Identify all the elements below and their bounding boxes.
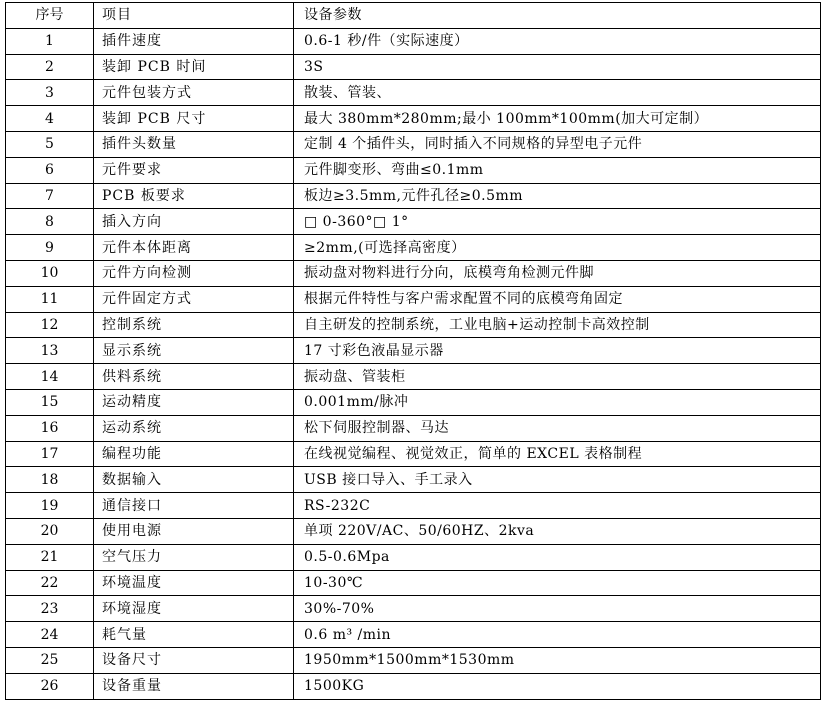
table-row xyxy=(6,544,821,570)
row-item: 元件包装方式 xyxy=(94,80,294,106)
table-row xyxy=(6,415,821,441)
row-item: 耗气量 xyxy=(94,622,294,648)
row-no: 25 xyxy=(6,647,94,673)
spec-table xyxy=(5,2,821,700)
row-item: 插入方向 xyxy=(94,209,294,235)
row-item: 环境湿度 xyxy=(94,596,294,622)
row-item: 使用电源 xyxy=(94,518,294,544)
table-row xyxy=(6,338,821,364)
row-param: 17 寸彩色液晶显示器 xyxy=(294,338,821,364)
row-param: 0.6 m³ /min xyxy=(294,622,821,648)
row-param: 0.001mm/脉冲 xyxy=(294,389,821,415)
row-no: 19 xyxy=(6,493,94,519)
table-row xyxy=(6,596,821,622)
row-param: 1500KG xyxy=(294,673,821,699)
table-row xyxy=(6,106,821,132)
row-param: 10-30℃ xyxy=(294,570,821,596)
row-item: PCB 板要求 xyxy=(94,183,294,209)
row-item: 设备尺寸 xyxy=(94,647,294,673)
table-row xyxy=(6,647,821,673)
row-param: 0.6-1 秒/件（实际速度） xyxy=(294,28,821,54)
row-no: 2 xyxy=(6,54,94,80)
row-param: 元件脚变形、弯曲≤0.1mm xyxy=(294,157,821,183)
row-item: 环境温度 xyxy=(94,570,294,596)
row-no: 23 xyxy=(6,596,94,622)
row-param: 散装、管装、 xyxy=(294,80,821,106)
row-no: 16 xyxy=(6,415,94,441)
table-row xyxy=(6,312,821,338)
row-no: 15 xyxy=(6,389,94,415)
header-no: 序号 xyxy=(6,3,94,29)
row-no: 1 xyxy=(6,28,94,54)
row-no: 12 xyxy=(6,312,94,338)
table-row xyxy=(6,570,821,596)
row-item: 供料系统 xyxy=(94,364,294,390)
row-param: 振动盘对物料进行分向，底模弯角检测元件脚 xyxy=(294,260,821,286)
row-param: 根据元件特性与客户需求配置不同的底模弯角固定 xyxy=(294,286,821,312)
table-row xyxy=(6,260,821,286)
row-no: 22 xyxy=(6,570,94,596)
row-param: 1950mm*1500mm*1530mm xyxy=(294,647,821,673)
row-no: 21 xyxy=(6,544,94,570)
table-row xyxy=(6,622,821,648)
row-param: 在线视觉编程、视觉效正，简单的 EXCEL 表格制程 xyxy=(294,441,821,467)
row-no: 4 xyxy=(6,106,94,132)
table-row xyxy=(6,518,821,544)
row-no: 9 xyxy=(6,235,94,261)
row-param: 单项 220V/AC、50/60HZ、2kva xyxy=(294,518,821,544)
row-param: 板边≥3.5mm,元件孔径≥0.5mm xyxy=(294,183,821,209)
row-param: 0.5-0.6Mpa xyxy=(294,544,821,570)
row-param: 3S xyxy=(294,54,821,80)
row-item: 空气压力 xyxy=(94,544,294,570)
row-item: 装卸 PCB 尺寸 xyxy=(94,106,294,132)
row-item: 元件要求 xyxy=(94,157,294,183)
table-row xyxy=(6,364,821,390)
table-row xyxy=(6,441,821,467)
row-item: 运动精度 xyxy=(94,389,294,415)
row-param: 30%-70% xyxy=(294,596,821,622)
table-row xyxy=(6,467,821,493)
row-no: 7 xyxy=(6,183,94,209)
row-param: 振动盘、管装柜 xyxy=(294,364,821,390)
row-item: 数据输入 xyxy=(94,467,294,493)
row-no: 14 xyxy=(6,364,94,390)
row-item: 编程功能 xyxy=(94,441,294,467)
header-param: 设备参数 xyxy=(294,3,821,29)
row-no: 10 xyxy=(6,260,94,286)
table-row xyxy=(6,493,821,519)
table-row xyxy=(6,80,821,106)
row-param: 定制 4 个插件头，同时插入不同规格的异型电子元件 xyxy=(294,131,821,157)
row-no: 11 xyxy=(6,286,94,312)
table-row xyxy=(6,54,821,80)
table-row xyxy=(6,157,821,183)
table-row xyxy=(6,28,821,54)
row-no: 8 xyxy=(6,209,94,235)
row-no: 17 xyxy=(6,441,94,467)
table-row xyxy=(6,286,821,312)
row-item: 显示系统 xyxy=(94,338,294,364)
row-item: 装卸 PCB 时间 xyxy=(94,54,294,80)
row-param: RS-232C xyxy=(294,493,821,519)
row-no: 24 xyxy=(6,622,94,648)
table-row xyxy=(6,235,821,261)
row-no: 3 xyxy=(6,80,94,106)
table-row xyxy=(6,183,821,209)
row-item: 元件本体距离 xyxy=(94,235,294,261)
header-item: 项目 xyxy=(94,3,294,29)
table-row xyxy=(6,131,821,157)
table-row xyxy=(6,209,821,235)
row-no: 18 xyxy=(6,467,94,493)
row-item: 插件速度 xyxy=(94,28,294,54)
row-item: 插件头数量 xyxy=(94,131,294,157)
row-param: 松下伺服控制器、马达 xyxy=(294,415,821,441)
row-item: 运动系统 xyxy=(94,415,294,441)
row-no: 13 xyxy=(6,338,94,364)
table-row xyxy=(6,673,821,699)
row-no: 5 xyxy=(6,131,94,157)
header-row xyxy=(6,3,821,29)
row-item: 元件方向检测 xyxy=(94,260,294,286)
row-param: USB 接口导入、手工录入 xyxy=(294,467,821,493)
row-param: 自主研发的控制系统，工业电脑+运动控制卡高效控制 xyxy=(294,312,821,338)
row-item: 通信接口 xyxy=(94,493,294,519)
row-item: 元件固定方式 xyxy=(94,286,294,312)
row-item: 控制系统 xyxy=(94,312,294,338)
row-no: 26 xyxy=(6,673,94,699)
row-item: 设备重量 xyxy=(94,673,294,699)
row-no: 20 xyxy=(6,518,94,544)
row-param: ≥2mm,(可选择高密度） xyxy=(294,235,821,261)
table-row xyxy=(6,389,821,415)
row-param: 最大 380mm*280mm;最小 100mm*100mm(加大可定制） xyxy=(294,106,821,132)
row-param: □ 0-360°□ 1° xyxy=(294,209,821,235)
row-no: 6 xyxy=(6,157,94,183)
